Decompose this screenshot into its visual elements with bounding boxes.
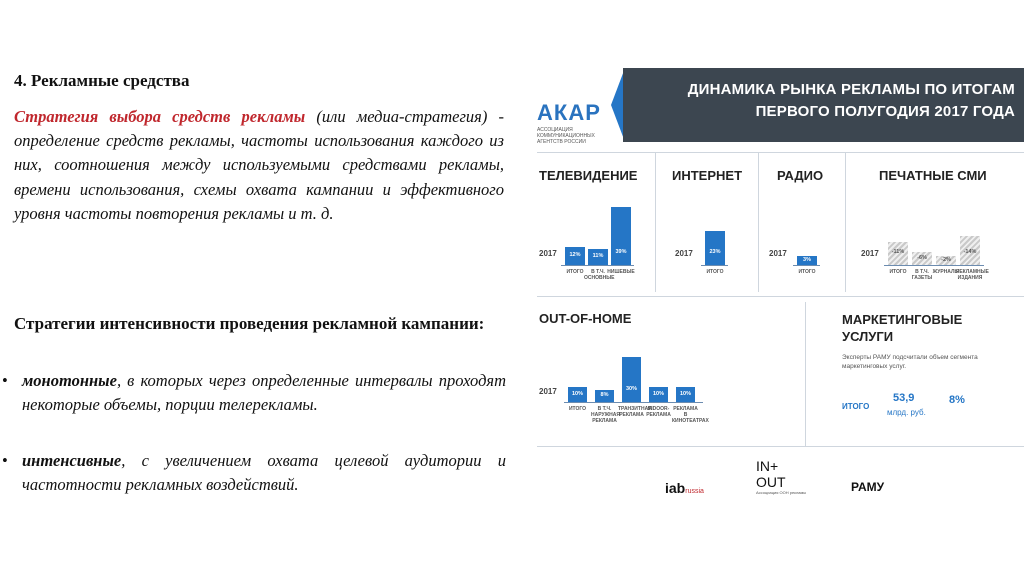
tv-bar-value: 11% (592, 252, 604, 259)
marketing-amount-unit: млрд. руб. (887, 408, 926, 417)
tv-bar-value: 39% (615, 249, 627, 255)
internet-title: ИНТЕРНЕТ (672, 168, 743, 183)
bullet-mark: • (2, 451, 8, 470)
radio-title: РАДИО (777, 168, 824, 183)
internet-bar (705, 231, 725, 266)
ooh-bar-category: В Т.Ч. НАРУЖНАЯ РЕКЛАМА (591, 406, 620, 424)
ooh-bar-value: 10% (571, 390, 583, 397)
strategy-paragraph (14, 105, 504, 226)
ooh-bar-value: 10% (652, 390, 664, 397)
ooh-bar-value: 30% (625, 386, 637, 392)
press-bar-value: -11% (891, 249, 905, 256)
bullet-text: , в которых через определенные интервалы проходят некоторые объемы, порции телерекламы. (22, 371, 506, 414)
marketing-title (842, 311, 962, 345)
tv-bar-category: В Т.Ч. ОСНОВНЫЕ (584, 269, 615, 281)
ooh-bar-category: ИТОГО (568, 406, 587, 412)
year-label: 2017 (675, 249, 693, 258)
press-bar-value: -14% (963, 249, 977, 255)
ooh-bar-category: РЕКЛАМА В КИНОТЕАТРАХ (672, 406, 709, 424)
tv-bar-category: НИШЕВЫЕ (607, 269, 635, 275)
marketing-total-label: ИТОГО (842, 402, 870, 411)
year-label: 2017 (539, 387, 557, 396)
inout-sub: Ассоциация ООН рекламы (756, 490, 807, 495)
divider (758, 152, 759, 292)
press-bar-category: РЕКЛАМНЫЕ ИЗДАНИЯ (956, 269, 989, 281)
tv-baseline (561, 265, 634, 266)
year-label: 2017 (861, 249, 879, 258)
intensity-subheading: Стратегии интенсивности проведения рекламной кампании: (14, 314, 485, 333)
press-baseline (884, 265, 984, 266)
bullet-mark: • (2, 371, 8, 390)
strategy-term: Стратегия выбора средств рекламы (14, 107, 306, 126)
divider (537, 296, 1024, 297)
banner-line-2: ПЕРВОГО ПОЛУГОДИЯ 2017 ГОДА (755, 103, 1015, 120)
ooh-bar-value: 8% (600, 392, 609, 398)
marketing-title-line-1: МАРКЕТИНГОВЫЕ (842, 312, 963, 327)
inout-line-2: OUT (756, 474, 786, 490)
iab-sub: russia (685, 488, 704, 495)
ooh-bar-value: 10% (679, 390, 691, 397)
marketing-growth: 8% (949, 394, 965, 406)
internet-bar-value: 23% (709, 249, 721, 255)
year-label: 2017 (539, 249, 557, 258)
marketing-note: Эксперты РАМУ подсчитали объем сегмента маркетинговых услуг. (842, 354, 978, 370)
year-label: 2017 (769, 249, 787, 258)
radio-bar-category: ИТОГО (798, 269, 816, 275)
tv-bar-value: 12% (569, 252, 581, 258)
ooh-bar-category: INDOOR-РЕКЛАМА (646, 406, 671, 418)
divider (845, 152, 846, 292)
akar-logo (537, 100, 607, 145)
divider (537, 446, 1024, 447)
bullet-term: интенсивные (22, 451, 122, 470)
iab-name: iab (665, 480, 686, 496)
ooh-bar-category: ТРАНЗИТНАЯ РЕКЛАМА (618, 406, 652, 418)
divider (805, 302, 806, 446)
marketing-amount: 53,9 (893, 392, 915, 404)
marketing-title-line-2: УСЛУГИ (842, 329, 894, 344)
bullet-monotone (0, 369, 506, 416)
press-bar-value: -2% (941, 256, 951, 263)
banner-title (635, 79, 1015, 123)
ramu-logo: РАМУ (851, 480, 885, 494)
press-bar-category: ЖУРНАЛЫ (932, 269, 960, 275)
bullet-term: монотонные (22, 371, 117, 390)
banner-line-1: ДИНАМИКА РЫНКА РЕКЛАМЫ ПО ИТОГАМ (687, 81, 1015, 98)
inout-logo (756, 458, 806, 495)
radio-baseline (793, 265, 820, 266)
ooh-title: OUT-OF-HOME (539, 311, 632, 326)
tv-title: ТЕЛЕВИДЕНИЕ (539, 168, 638, 183)
internet-baseline (701, 265, 728, 266)
press-bar-value: -6% (917, 254, 927, 261)
logo-subtitle: АССОЦИАЦИЯ КОММУНИКАЦИОННЫХ АГЕНТСТВ РОССИИ (537, 127, 595, 145)
bullet-intensive (0, 449, 506, 496)
radio-bar-value: 3% (803, 256, 811, 263)
press-bar-category: В Т.Ч. ГАЗЕТЫ (911, 269, 933, 281)
ooh-bar (622, 357, 641, 402)
internet-bar-category: ИТОГО (706, 269, 724, 275)
inout-line-1: IN+ (756, 458, 779, 474)
press-title: ПЕЧАТНЫЕ СМИ (879, 168, 987, 183)
iab-logo (665, 480, 704, 496)
section-heading: 4. Рекламные средства (14, 71, 190, 90)
ooh-baseline (564, 402, 703, 403)
tv-bar-category: ИТОГО (566, 269, 584, 275)
ad-market-infographic (515, 40, 1024, 560)
tv-bar (611, 207, 631, 266)
bullet-text: , с увеличением охвата целевой аудитории и частотности рекламных воздействий. (22, 451, 506, 494)
divider (537, 152, 1024, 153)
strategy-definition: (или медиа-стратегия) - определение средств рекламы, частоты использования каждого из них, соотношения между используемыми средствами рекламы, времени использования, схемы охвата кампании и эффективного уровня частоты повторения рекламы и т. д. (14, 107, 504, 223)
press-bar-category: ИТОГО (889, 269, 907, 275)
logo-name: АКАР (537, 100, 601, 125)
divider (655, 152, 656, 292)
